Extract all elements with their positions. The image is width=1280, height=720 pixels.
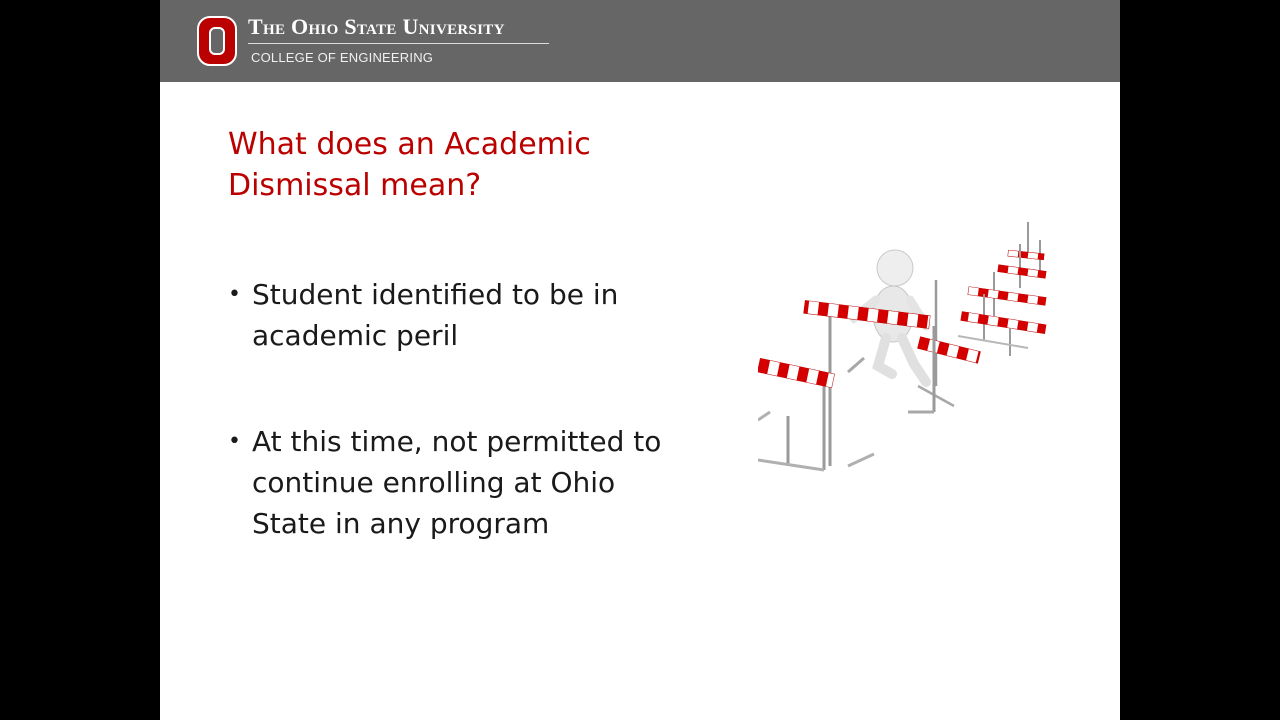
university-name: The Ohio State University — [248, 14, 505, 39]
bullet-text: Student identified to be in academic peril — [252, 278, 619, 352]
hurdle-illustration — [758, 216, 1048, 476]
bullet-list — [228, 274, 678, 609]
slide-title: What does an Academic Dismissal mean? — [228, 127, 591, 203]
slide-header — [160, 0, 1120, 82]
bullet-item — [228, 421, 678, 544]
bullet-icon: • — [228, 429, 241, 454]
college-name: COLLEGE OF ENGINEERING — [251, 50, 434, 65]
bullet-item — [228, 274, 678, 356]
hurdle-mid — [917, 280, 980, 406]
hurdle-far — [958, 222, 1046, 356]
hurdle-nearest — [758, 358, 874, 470]
slide — [160, 0, 1120, 720]
bullet-text: At this time, not permitted to continue enrolling at Ohio State in any program — [252, 425, 662, 540]
block-o-logo-icon — [197, 16, 237, 66]
header-divider — [248, 43, 549, 44]
bullet-icon: • — [228, 282, 241, 307]
